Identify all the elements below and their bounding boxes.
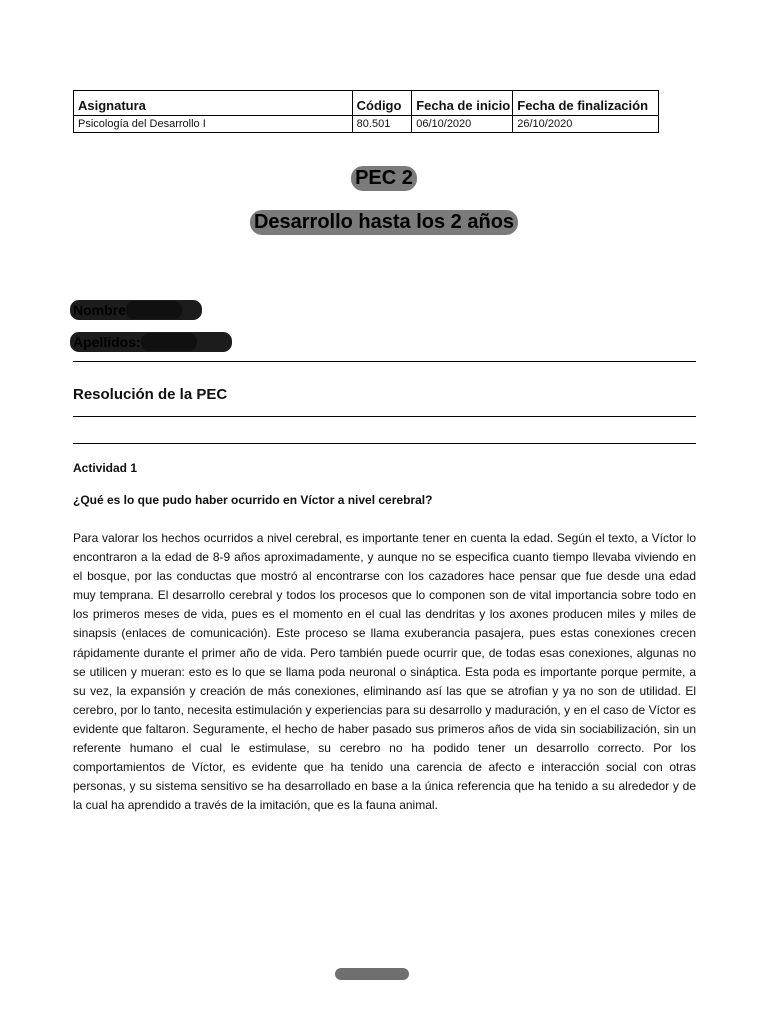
table-header-row — [74, 91, 659, 116]
section-heading: Resolución de la PEC — [73, 386, 228, 403]
apellidos-redacted — [70, 332, 232, 352]
cell-asignatura: Psicología del Desarrollo I — [74, 116, 353, 133]
header-fecha-inicio: Fecha de inicio — [412, 91, 513, 116]
redaction-block — [141, 333, 197, 351]
nombre-label: Nombre — [73, 302, 126, 318]
cell-fecha-inicio: 06/10/2020 — [412, 116, 513, 133]
cell-codigo: 80.501 — [352, 116, 412, 133]
course-info-table — [73, 90, 659, 133]
header-asignatura: Asignatura — [74, 91, 353, 116]
apellidos-label: Apellidos: — [73, 334, 141, 350]
cell-fecha-finalizacion: 26/10/2020 — [513, 116, 659, 133]
subtitle-wrapper — [0, 210, 768, 235]
divider — [73, 361, 696, 362]
footer-redaction — [335, 968, 409, 980]
divider — [73, 416, 696, 417]
header-fecha-finalizacion: Fecha de finalización — [513, 91, 659, 116]
header-codigo: Código — [352, 91, 412, 116]
divider — [73, 443, 696, 444]
table-row — [74, 116, 659, 133]
activity-label: Actividad 1 — [73, 461, 138, 475]
title-wrapper — [0, 166, 768, 191]
page-subtitle: Desarrollo hasta los 2 años — [250, 210, 518, 235]
activity-question: ¿Qué es lo que pudo haber ocurrido en Víctor a nivel cerebral? — [73, 493, 433, 507]
page-title: PEC 2 — [351, 166, 417, 191]
nombre-redacted — [70, 300, 202, 320]
activity-answer: Para valorar los hechos ocurridos a nivel cerebral, es importante tener en cuenta la edad. Según el texto, a Víctor lo encontraron a la edad de 8-9 años aproximadamente, y aunque no se especifica cuanto tiempo llevaba viviendo en el bosque, por las conductas que mostró al encontrarse con los cazadores hace pensar que fue desde una edad muy temprana. El desarrollo cerebral y todos los procesos que lo componen son de vital importancia sobre todo en los primeros meses de vida, pues es el momento en el cual las dendritas y los axones producen miles y miles de sinapsis (enlaces de comunicación). Este proceso se llama exuberancia pasajera, pues estas conexiones crecen rápidamente durante el primer año de vida. Pero también puede ocurrir que, de todas esas conexiones, algunas no se utilicen y mueran: esto es lo que se llama poda neuronal o sináptica. Esta poda es importante porque permite, a su vez, la expansión y creación de más conexiones, eliminando así las que se atrofian y ya no son de utilidad. El cerebro, por lo tanto, necesita estimulación y experiencias para su desarrollo y maduración, y en el caso de Víctor es evidente que faltaron. Seguramente, el hecho de haber pasado sus primeros años de vida sin sociabilización, sin un referente humano el cual le estimulase, su cerebro no ha podido tener un desarrollo correcto. Por los comportamientos de Víctor, es evidente que ha tenido una carencia de afecto e interacción social con otras personas, y su sistema sensitivo se ha desarrollado en base a la única referencia que ha tenido a su alrededor y de la cual ha aprendido a través de la imitación, que es la fauna animal. — [73, 531, 696, 813]
redaction-block — [126, 301, 182, 319]
